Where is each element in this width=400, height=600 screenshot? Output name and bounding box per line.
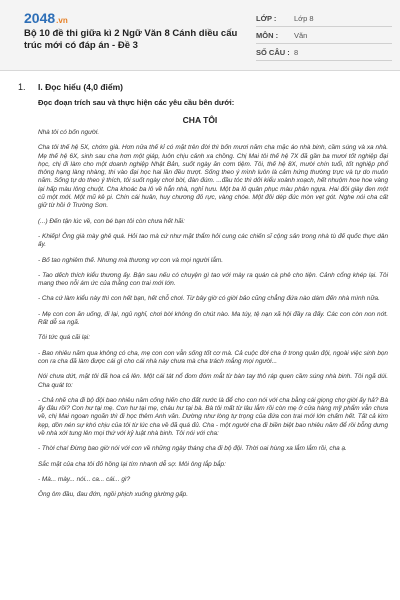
paragraph: - Bố tao nghiêm thế. Nhưng mà thương vợ con và mọi người lắm. [38, 256, 224, 264]
document-title: Bộ 10 đề thi giữa kì 2 Ngữ Văn 8 Cánh diều cấu trúc mới có đáp án - Đề 3 [24, 28, 238, 51]
site-logo[interactable] [24, 10, 68, 26]
paragraph: - Thời cha! Đừng bao giờ nói với con về những ngày tháng cha đi bộ đội. Thời oai hùng xa lắm lắm rồi, cha ạ. [38, 445, 347, 453]
info-key: MÔN : [256, 30, 279, 40]
paragraph: - Bao nhiêu năm qua không có cha, mẹ con con vẫn sống tốt cơ mà. Cả cuộc đời cha ở trong quân đội, ngoài việc sinh bọn con ra cha đã làm được cái gì cho cái nhà này chưa mà cha trách mắng mọi người... [38, 349, 388, 365]
info-value: Lớp 8 [294, 13, 314, 23]
info-row-subject [256, 27, 392, 44]
story-body [38, 129, 388, 507]
logo-suffix: .vn [56, 16, 68, 25]
section-heading: I. Đọc hiểu (4,0 điểm) [38, 82, 124, 92]
logo-text: 2048 [24, 10, 56, 26]
paragraph: - Mẹ con con ăn uống, đi lại, ngủ nghỉ, chơi bời không ốn chút nào. Ma túy, tệ nạn xã hội đầy ra đấy. Các con còn non nớt. Rất dễ sa ngã. [38, 310, 388, 327]
question-number: 1. [18, 82, 26, 92]
paragraph: Tôi tức quá cãi lại: [38, 334, 91, 342]
paragraph: Ông ôm đầu, đau đớn, ngồi phịch xuống giường gấp. [38, 491, 188, 499]
info-key: SỐ CÂU : [256, 47, 290, 57]
info-value: Văn [294, 30, 308, 40]
paragraph: - Tao dếch thích kiểu thương ấy. Bận sau nếu có chuyện gì tao với mày ra quán cà phê cho tiện. Cảnh cổng khép lại. Tôi mang theo nỗi ám ức của thằng con trai mới lớn. [38, 271, 388, 288]
paragraph: (...) Đến tận lúc về, con bé bạn tôi còn chưa hết hãi: [38, 217, 185, 225]
paragraph: - Chả nhẽ cha đi bộ đội bao nhiêu năm cống hiến cho đất nước là để cho con nói với cha bằng cái giọng chợ giời ấy hả? Bà ấy đâu rồi? Con hư tại mẹ. Con hư tại mẹ, cháu hư tại bà. Bà tôi mất từ lâu lắm rồi còn mẹ ở cửa hàng mỹ phẩm vẫn chưa về, chị Mai ngoan ngoãn thì đi học thêm Anh văn. Dường như lòng tự trọng của đứa con trai mới lớn chấm hết. Tất cả kìm kẹp, dồn nén sự khó chịu của tôi từ lúc cha về đã quá đủ. Cha - một người cha đi biền biệt bao nhiêu năm để rồi bỗng dưng về nhà xới tung lên mọi thứ với kỷ luật nhà binh. Tôi nói với cha: [38, 396, 388, 438]
info-row-class [256, 10, 392, 27]
paragraph: - Mà... mày... nói... ca... cái... gì? [38, 475, 131, 483]
paragraph: Sắc mặt của cha tôi đỏ hồng lại tím nhanh dễ sợ. Môi ông lắp bắp: [38, 460, 226, 468]
info-value: 8 [294, 47, 299, 57]
info-row-count [256, 44, 392, 61]
paragraph: Nói chưa dứt, mặt tôi đã hoa cả lên. Một cái tát nổ đom đóm mắt từ bàn tay thô ráp quen cầm súng nhà binh. Tôi ngã dúi. Cha quát to: [38, 373, 388, 389]
paragraph: - Cha cứ làm kiểu này thì con hết bạn, hết chỗ chơi. Từ bây giờ có giời bảo cũng chẳng đứa nào dám đến nhà mình nữa. [38, 295, 380, 303]
info-panel [256, 10, 392, 61]
story-title: CHA TÔI [182, 115, 218, 125]
info-key: LỚP : [256, 13, 277, 23]
paragraph: Cha tôi thế hệ 5X, chớm già. Hơn nửa thế kỉ có mặt trên đời thì bốn mươi năm cha mặc áo nhà binh, cầm súng và xa nhà. Mẹ thế hệ 6X, sinh sau cha hơn một giáp, luôn chịu cảnh xa chồng. Chị Mai tôi thế hệ 7X đã gần ba mươi tốt nghiệp đại học, chị đi làm cho một doanh nghiệp Nhật Bản, suốt ngày ăn cơm tiệm. Tôi, thế hệ 8X, mười chín tuổi, tốt nghiệp phổ thông hạng làng nhàng, thi vào đại học hai lần đều trượt. Sống theo ý mình luôn là cảm hứng thường trực và tự do muôn năm. Sống tự do theo ý thích, tôi suốt ngày chơi bời, đàn đúm. ...đầu tóc thì dởi kiểu xoành xoạch, hết nhuộm hoe hoe vàng lại hấp màu lông chuột. Cha khoác ba lô về hẳn nhà, nghỉ hưu. Một ba lô quân phục màu phân ngựa. Hai đôi giày đen một cũ một mới. Một mũ kê pi. Chín cái huân, huy chương đỏ rực, vàng chóe. Một đôi dép đúc mòn vẹt gót. Nghe nói cha cất giữ từ hồi ở Trường Sơn. [38, 144, 388, 210]
document-header [0, 0, 400, 71]
instruction-text: Đọc đoạn trích sau và thực hiện các yêu cầu bên dưới: [38, 98, 235, 107]
paragraph: - Khiếp! Ông già mày ghê quá. Hỏi tao mà cứ như mặt thẩm hỏi cung các chiến sĩ cộng sản trong nhà tù đế quốc thực dân ấy. [38, 232, 388, 249]
paragraph: Nhà tôi có bốn người. [38, 129, 100, 136]
